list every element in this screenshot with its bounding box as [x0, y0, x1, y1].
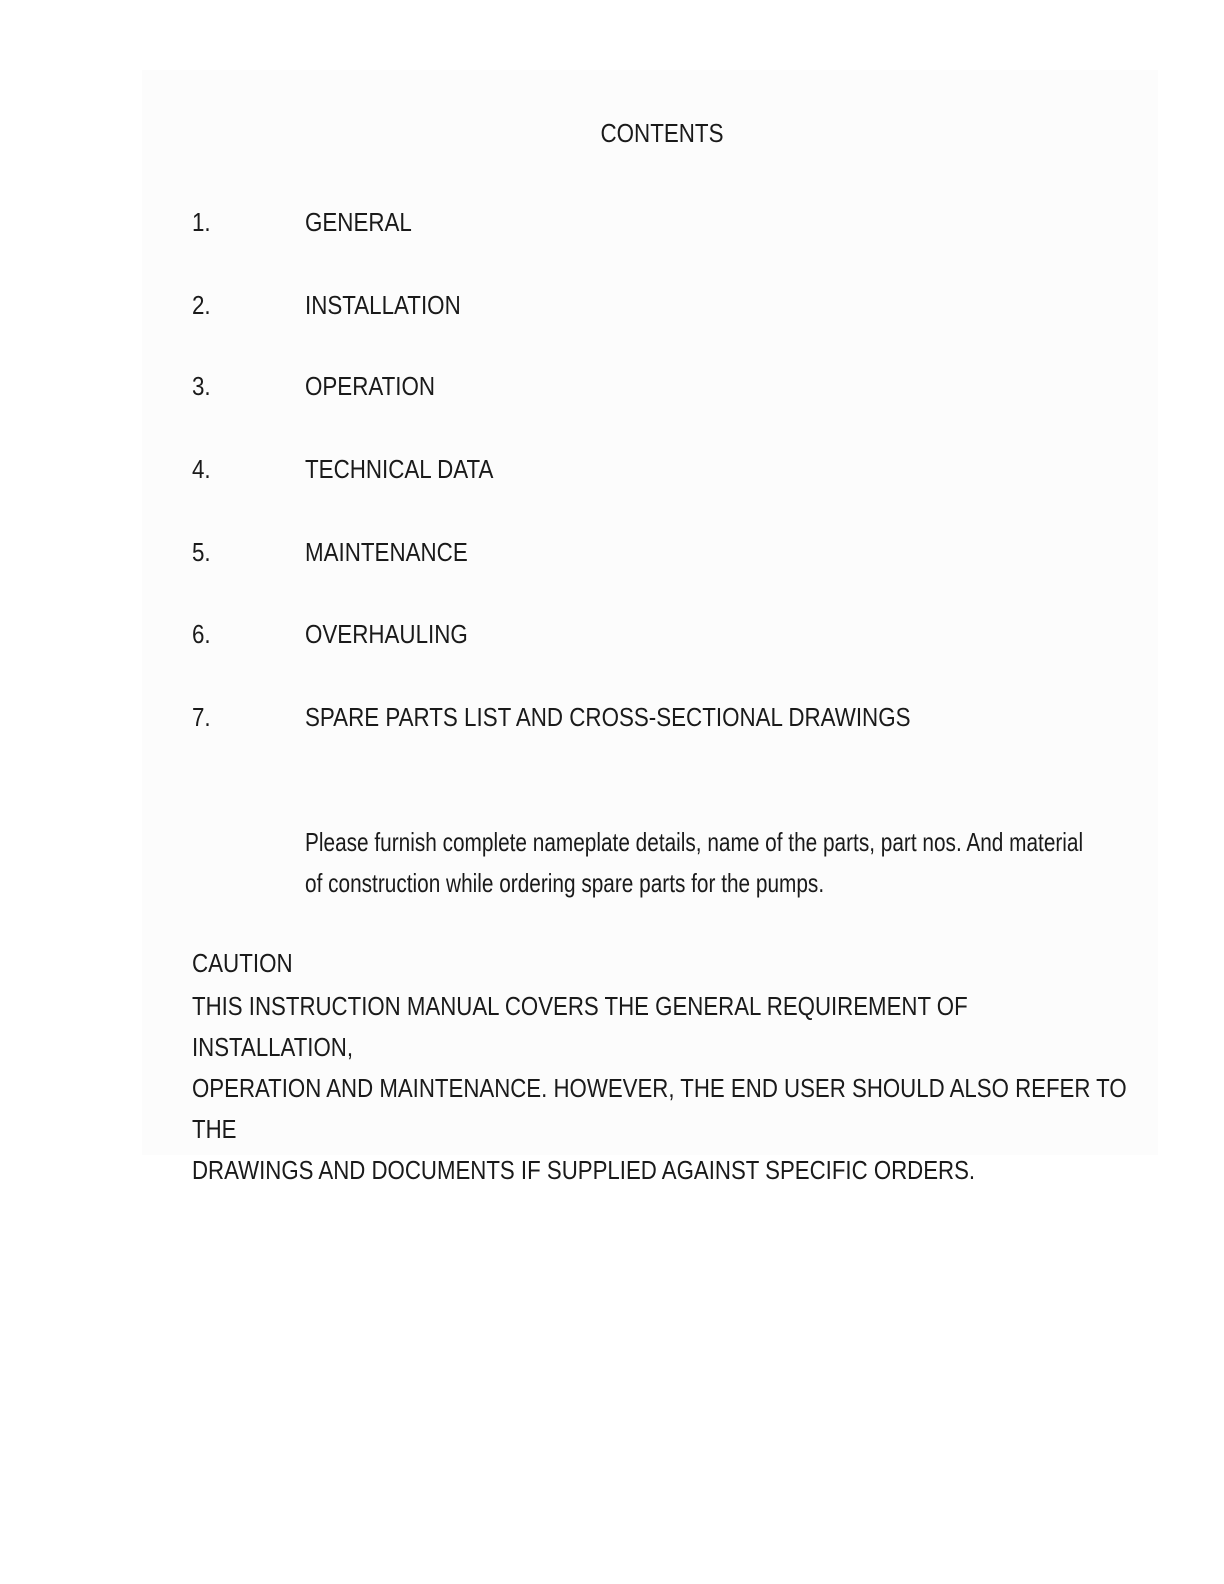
toc-number: 7.	[192, 702, 211, 732]
toc-number: 6.	[192, 619, 211, 649]
caution-line-1: THIS INSTRUCTION MANUAL COVERS THE GENERAL REQUIREMENT OF INSTALLATION,	[192, 991, 968, 1062]
toc-label: TECHNICAL DATA	[305, 454, 494, 484]
caution-heading: CAUTION	[192, 948, 293, 978]
toc-number: 3.	[192, 371, 211, 401]
toc-number: 2.	[192, 290, 211, 320]
note-line-2: of construction while ordering spare parts for the pumps.	[305, 868, 825, 898]
toc-number: 5.	[192, 537, 211, 567]
contents-heading	[93, 118, 1146, 149]
caution-text	[192, 986, 1133, 1191]
contents-heading-text: CONTENTS	[600, 118, 724, 148]
caution-line-2: OPERATION AND MAINTENANCE. HOWEVER, THE END USER SHOULD ALSO REFER TO THE	[192, 1073, 1127, 1144]
toc-label: INSTALLATION	[305, 290, 461, 320]
toc-label: OVERHAULING	[305, 619, 468, 649]
caution-line-3: DRAWINGS AND DOCUMENTS IF SUPPLIED AGAINST SPECIFIC ORDERS.	[192, 1155, 976, 1185]
toc-label: GENERAL	[305, 207, 412, 237]
toc-number: 4.	[192, 454, 211, 484]
spare-parts-note	[305, 822, 1105, 904]
toc-label: SPARE PARTS LIST AND CROSS-SECTIONAL DRAWINGS	[305, 702, 911, 732]
toc-label: OPERATION	[305, 371, 436, 401]
toc-number: 1.	[192, 207, 211, 237]
toc-label: MAINTENANCE	[305, 537, 468, 567]
note-line-1: Please furnish complete nameplate details, name of the parts, part nos. And material	[305, 827, 1084, 857]
